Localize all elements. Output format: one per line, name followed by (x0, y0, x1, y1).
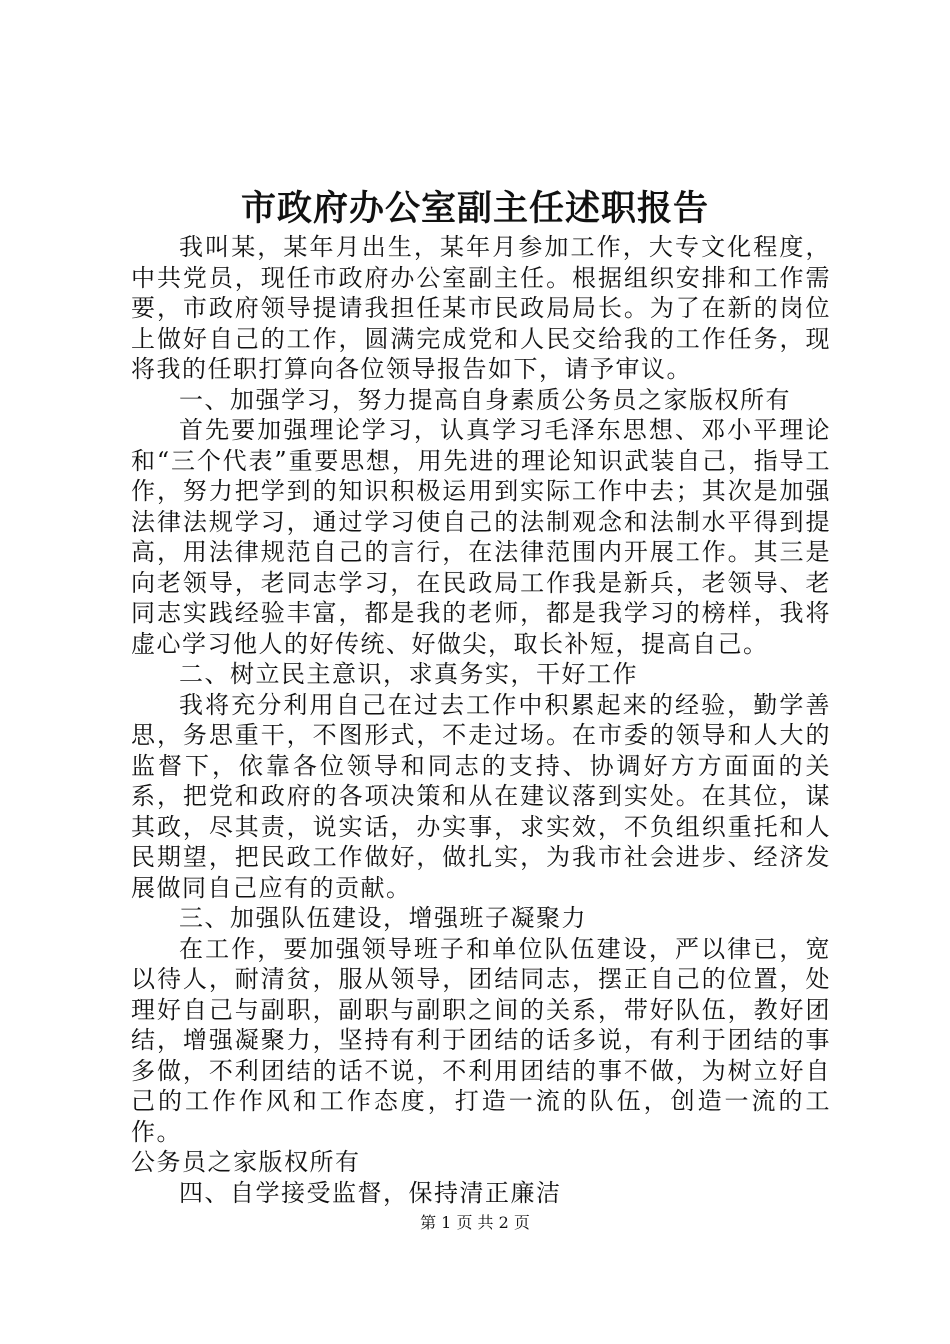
paragraph-section-2: 我将充分利用自己在过去工作中积累起来的经验，勤学善思，务思重干，不图形式，不走过场。在市委的领导和人大的监督下，依靠各位领导和同志的支持、协调好方方面面的关系，把党和政府的各项决策和从在建议落到实处。在其位，谋其政，尽其责，说实话，办实事，求实效，不负组织重托和人民期望，把民政工作做好，做扎实，为我市社会进步、经济发展做同自己应有的贡献。 (131, 690, 831, 902)
copyright-note: 公务员之家版权所有 (131, 1148, 361, 1176)
paragraph-intro: 我叫某，某年月出生，某年月参加工作，大专文化程度，中共党员，现任市政府办公室副主任。根据组织安排和工作需要，市政府领导提请我担任某市民政局局长。为了在新的岗位上做好自己的工作，圆满完成党和人民交给我的工作任务，现将我的任职打算向各位领导报告如下，请予审议。 (131, 233, 831, 383)
paragraph-section-1: 首先要加强理论学习，认真学习毛泽东思想、邓小平理论和“三个代表”重要思想，用先进的理论知识武装自己，指导工作，努力把学到的知识积极运用到实际工作中去；其次是加强法律法规学习，通过学习使自己的法制观念和法制水平得到提高，用法律规范自己的言行，在法律范围内开展工作。其三是向老领导，老同志学习，在民政局工作我是新兵，老领导、老同志实践经验丰富，都是我的老师，都是我学习的榜样，我将虚心学习他人的好传统、好做尖，取长补短，提高自己。 (131, 416, 831, 658)
section-heading-4: 四、自学接受监督，保持清正廉洁 (179, 1178, 562, 1207)
paragraph-section-3: 在工作，要加强领导班子和单位队伍建设，严以律已，宽以待人，耐清贫，服从领导，团结同志，摆正自己的位置，处理好自己与副职，副职与副职之间的关系，带好队伍，教好团结，增强凝聚力，坚持有利于团结的话多说，有利于团结的事多做，不利团结的话不说，不利用团结的事不做，为树立好自己的工作作风和工作态度，打造一流的队伍，创造一流的工作。 (131, 934, 831, 1146)
section-heading-3: 三、加强队伍建设，增强班子凝聚力 (179, 904, 587, 932)
document-title: 市政府办公室副主任述职报告 (240, 188, 709, 229)
section-heading-1: 一、加强学习，努力提高自身素质公务员之家版权所有 (179, 385, 791, 414)
section-heading-2: 二、树立民主意识，求真务实，干好工作 (179, 660, 638, 688)
document-body (131, 232, 831, 1208)
page-footer: 第 1 页 共 2 页 (420, 1213, 530, 1232)
